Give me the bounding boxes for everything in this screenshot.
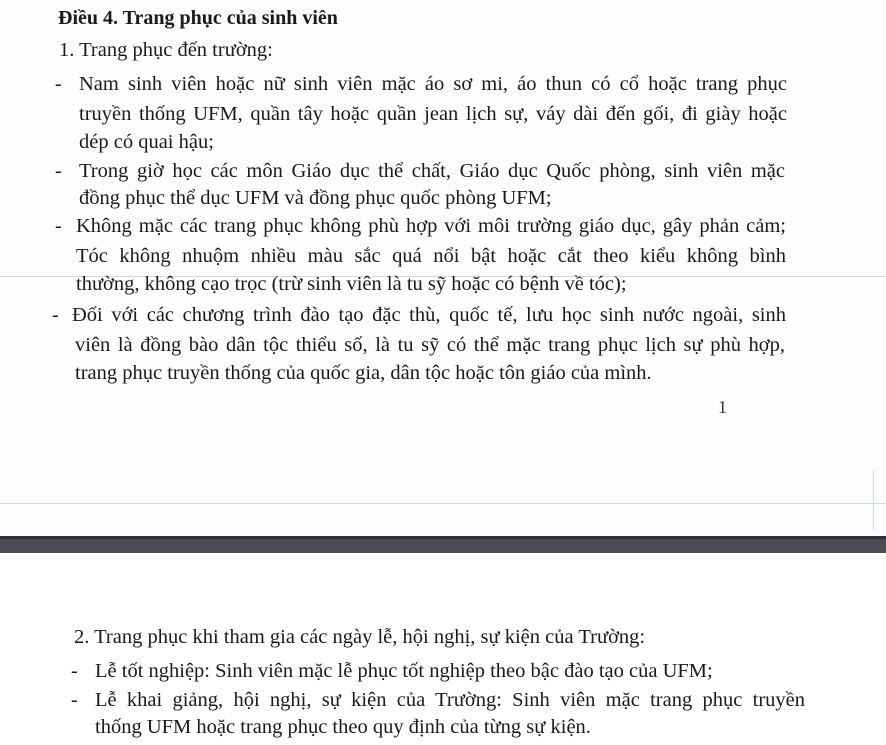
paragraph-line: trang phục truyền thống của quốc gia, dân tộc hoặc tôn giáo của mình. bbox=[75, 362, 652, 384]
paragraph-line: Lễ khai giảng, hội nghị, sự kiện của Trường: Sinh viên mặc trang phục truyền bbox=[95, 689, 805, 711]
paragraph-line: Lễ tốt nghiệp: Sinh viên mặc lễ phục tốt nghiệp theo bậc đào tạo của UFM; bbox=[95, 660, 713, 682]
paragraph-line: truyền thống UFM, quần tây hoặc quần jean lịch sự, váy dài đến gối, đi giày hoặc bbox=[79, 103, 787, 125]
paragraph-line: Trong giờ học các môn Giáo dục thể chất, Giáo dục Quốc phòng, sinh viên mặc bbox=[79, 160, 785, 182]
page-separator bbox=[0, 536, 886, 553]
paragraph-line: đồng phục thể dục UFM và đồng phục quốc phòng UFM; bbox=[79, 187, 552, 209]
section-title: 2. Trang phục khi tham gia các ngày lễ, hội nghị, sự kiện của Trường: bbox=[74, 626, 646, 648]
article-heading: Điều 4. Trang phục của sinh viên bbox=[58, 7, 338, 29]
scan-guide-line bbox=[873, 470, 874, 530]
bullet-dash: - bbox=[71, 689, 78, 711]
bullet-dash: - bbox=[55, 73, 62, 95]
paragraph-line: thường, không cạo trọc (trừ sinh viên là tu sỹ hoặc có bệnh về tóc); bbox=[76, 273, 627, 295]
paragraph-line: viên là đồng bào dân tộc thiểu số, là tu sỹ có thể mặc trang phục lịch sự phù hợp, bbox=[75, 334, 785, 356]
bullet-dash: - bbox=[55, 160, 62, 182]
paragraph-line: Không mặc các trang phục không phù hợp với môi trường giáo dục, gây phản cảm; bbox=[76, 215, 786, 237]
section-title: 1. Trang phục đến trường: bbox=[59, 39, 273, 61]
paragraph-line: Tóc không nhuộm nhiều màu sắc quá nổi bật hoặc cắt theo kiểu không bình bbox=[76, 245, 786, 267]
scan-guide-line bbox=[0, 503, 886, 504]
document-page-2 bbox=[0, 553, 886, 745]
paragraph-line: dép có quai hậu; bbox=[79, 131, 214, 153]
bullet-dash: - bbox=[71, 660, 78, 682]
bullet-dash: - bbox=[55, 215, 62, 237]
page-number: 1 bbox=[718, 397, 727, 417]
paragraph-line: thống UFM hoặc trang phục theo quy định của từng sự kiện. bbox=[95, 716, 591, 738]
paragraph-line: Đối với các chương trình đào tạo đặc thù, quốc tế, lưu học sinh nước ngoài, sinh bbox=[72, 304, 786, 326]
bullet-dash: - bbox=[52, 304, 59, 326]
paragraph-line: Nam sinh viên hoặc nữ sinh viên mặc áo sơ mi, áo thun có cổ hoặc trang phục bbox=[79, 73, 787, 95]
